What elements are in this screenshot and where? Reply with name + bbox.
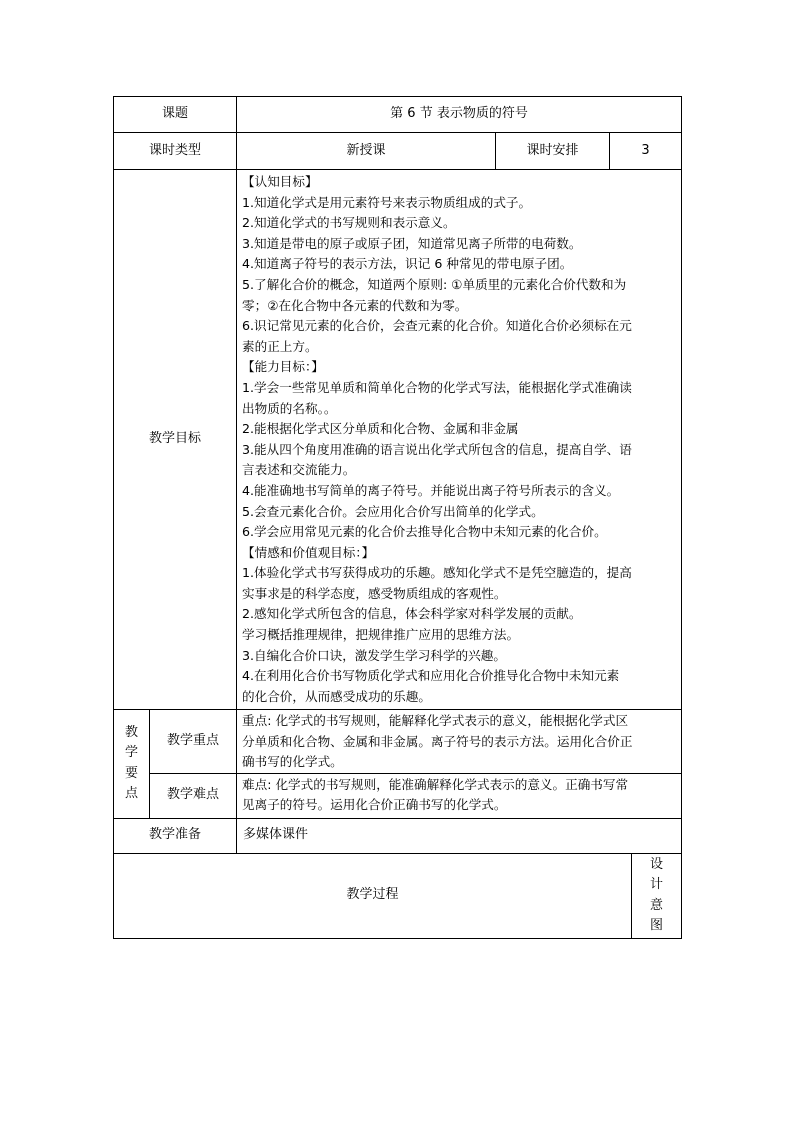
goals-label: 教学目标 bbox=[114, 170, 237, 710]
key-line: 重点: 化学式的书写规则，能解释化学式表示的意义，能根据化学式区 bbox=[242, 713, 629, 728]
schedule-value: 3 bbox=[610, 133, 682, 170]
goal-line: 6.学会应用常见元素的化合价去推导化合物中未知元素的化合价。 bbox=[242, 524, 607, 540]
design-char: 图 bbox=[650, 918, 664, 934]
goal-line: 言表述和交流能力。 bbox=[242, 462, 356, 478]
difficult-label: 教学难点 bbox=[150, 773, 237, 818]
goal-line: 6.识记常见元素的化合价，会查元素的化合价。知道化合价必须标在元 bbox=[242, 318, 632, 334]
goal-line: 2.知道化学式的书写规则和表示意义。 bbox=[242, 215, 456, 231]
goal-line: 3.知道是带电的原子或原子团，知道常见离子所带的电荷数。 bbox=[242, 235, 582, 251]
difficult-line: 见离子的符号。运用化合价正确书写的化学式。 bbox=[242, 797, 507, 813]
group-char: 学 bbox=[124, 745, 138, 761]
goal-line: 素的正上方。 bbox=[242, 338, 318, 354]
goal-line: 零；②在化合物中各元素的代数和为零。 bbox=[242, 297, 468, 313]
difficult-content bbox=[237, 773, 682, 818]
goal-line: 4.能准确地书写简单的离子符号。并能说出离子符号所表示的含义。 bbox=[242, 482, 620, 498]
goal-line: 2.能根据化学式区分单质和化合物、金属和非金属 bbox=[242, 421, 519, 437]
goal-line: 【认知目标】 bbox=[242, 174, 318, 189]
key-content bbox=[237, 710, 682, 774]
goal-line: 5.了解化合价的概念，知道两个原则: ①单质里的元素化合价代数和为 bbox=[242, 276, 627, 292]
group-char: 要 bbox=[124, 765, 138, 781]
process-row bbox=[114, 853, 682, 938]
group-char: 点 bbox=[124, 786, 138, 802]
goal-line: 1.知道化学式是用元素符号来表示物质组成的式子。 bbox=[242, 194, 532, 210]
group-char: 教 bbox=[124, 724, 138, 740]
prep-row bbox=[114, 818, 682, 853]
key-line: 确书写的化学式。 bbox=[242, 754, 343, 770]
goal-line: 3.自编化合价口诀，激发学生学习科学的兴趣。 bbox=[242, 647, 506, 663]
goal-line: 4.知道离子符号的表示方法，识记 6 种常见的带电原子团。 bbox=[242, 256, 573, 272]
goal-line: 【能力目标：】 bbox=[242, 359, 324, 375]
goal-line: 2.感知化学式所包含的信息，体会科学家对科学发展的贡献。 bbox=[242, 606, 582, 622]
topic-value: 第 6 节 表示物质的符号 bbox=[237, 97, 682, 133]
key-label: 教学重点 bbox=[150, 710, 237, 774]
goal-line: 出物质的名称。。 bbox=[242, 400, 337, 416]
goal-line: 4.在利用化合价书写物质化学式和应用化合价推导化合物中未知元素 bbox=[242, 668, 620, 684]
goal-line: 1.学会一些常见单质和简单化合物的化学式写法，能根据化学式准确读 bbox=[242, 379, 632, 395]
type-row bbox=[114, 133, 682, 170]
type-label: 课时类型 bbox=[114, 133, 237, 170]
difficult-line: 难点: 化学式的书写规则，能准确解释化学式表示的意义。正确书写常 bbox=[242, 776, 629, 792]
type-value: 新授课 bbox=[237, 133, 496, 170]
prep-value: 多媒体课件 bbox=[237, 818, 682, 853]
lesson-plan-table bbox=[113, 96, 682, 939]
topic-label: 课题 bbox=[114, 97, 237, 133]
design-char: 意 bbox=[650, 897, 664, 913]
goal-line: 的化合价，从而感受成功的乐趣。 bbox=[242, 688, 431, 704]
goal-line: 实事求是的科学态度，感受物质组成的客观性。 bbox=[242, 585, 507, 601]
goals-content bbox=[237, 170, 682, 710]
goal-line: 【情感和价值观目标：】 bbox=[242, 544, 375, 560]
topic-row bbox=[114, 97, 682, 133]
goal-line: 5.会查元素化合价。会应用化合价写出简单的化学式。 bbox=[242, 503, 544, 519]
design-char: 设 bbox=[650, 856, 664, 872]
design-char: 计 bbox=[650, 877, 664, 893]
goal-line: 3.能从四个角度用准确的语言说出化学式所包含的信息，提高自学、语 bbox=[242, 441, 632, 457]
schedule-label: 课时安排 bbox=[496, 133, 610, 170]
process-label: 教学过程 bbox=[114, 853, 632, 938]
goals-row bbox=[114, 170, 682, 710]
prep-label: 教学准备 bbox=[114, 818, 237, 853]
key-points-row bbox=[114, 710, 682, 774]
key-line: 分单质和化合物、金属和非金属。离子符号的表示方法。运用化合价正 bbox=[242, 733, 633, 749]
goal-line: 学习概括推理规律，把规律推广应用的思维方法。 bbox=[242, 627, 520, 643]
goal-line: 1.体验化学式书写获得成功的乐趣。感知化学式不是凭空臆造的，提高 bbox=[242, 565, 632, 581]
difficult-points-row bbox=[114, 773, 682, 818]
key-points-group-label bbox=[114, 710, 150, 819]
design-intent-label bbox=[632, 853, 682, 938]
